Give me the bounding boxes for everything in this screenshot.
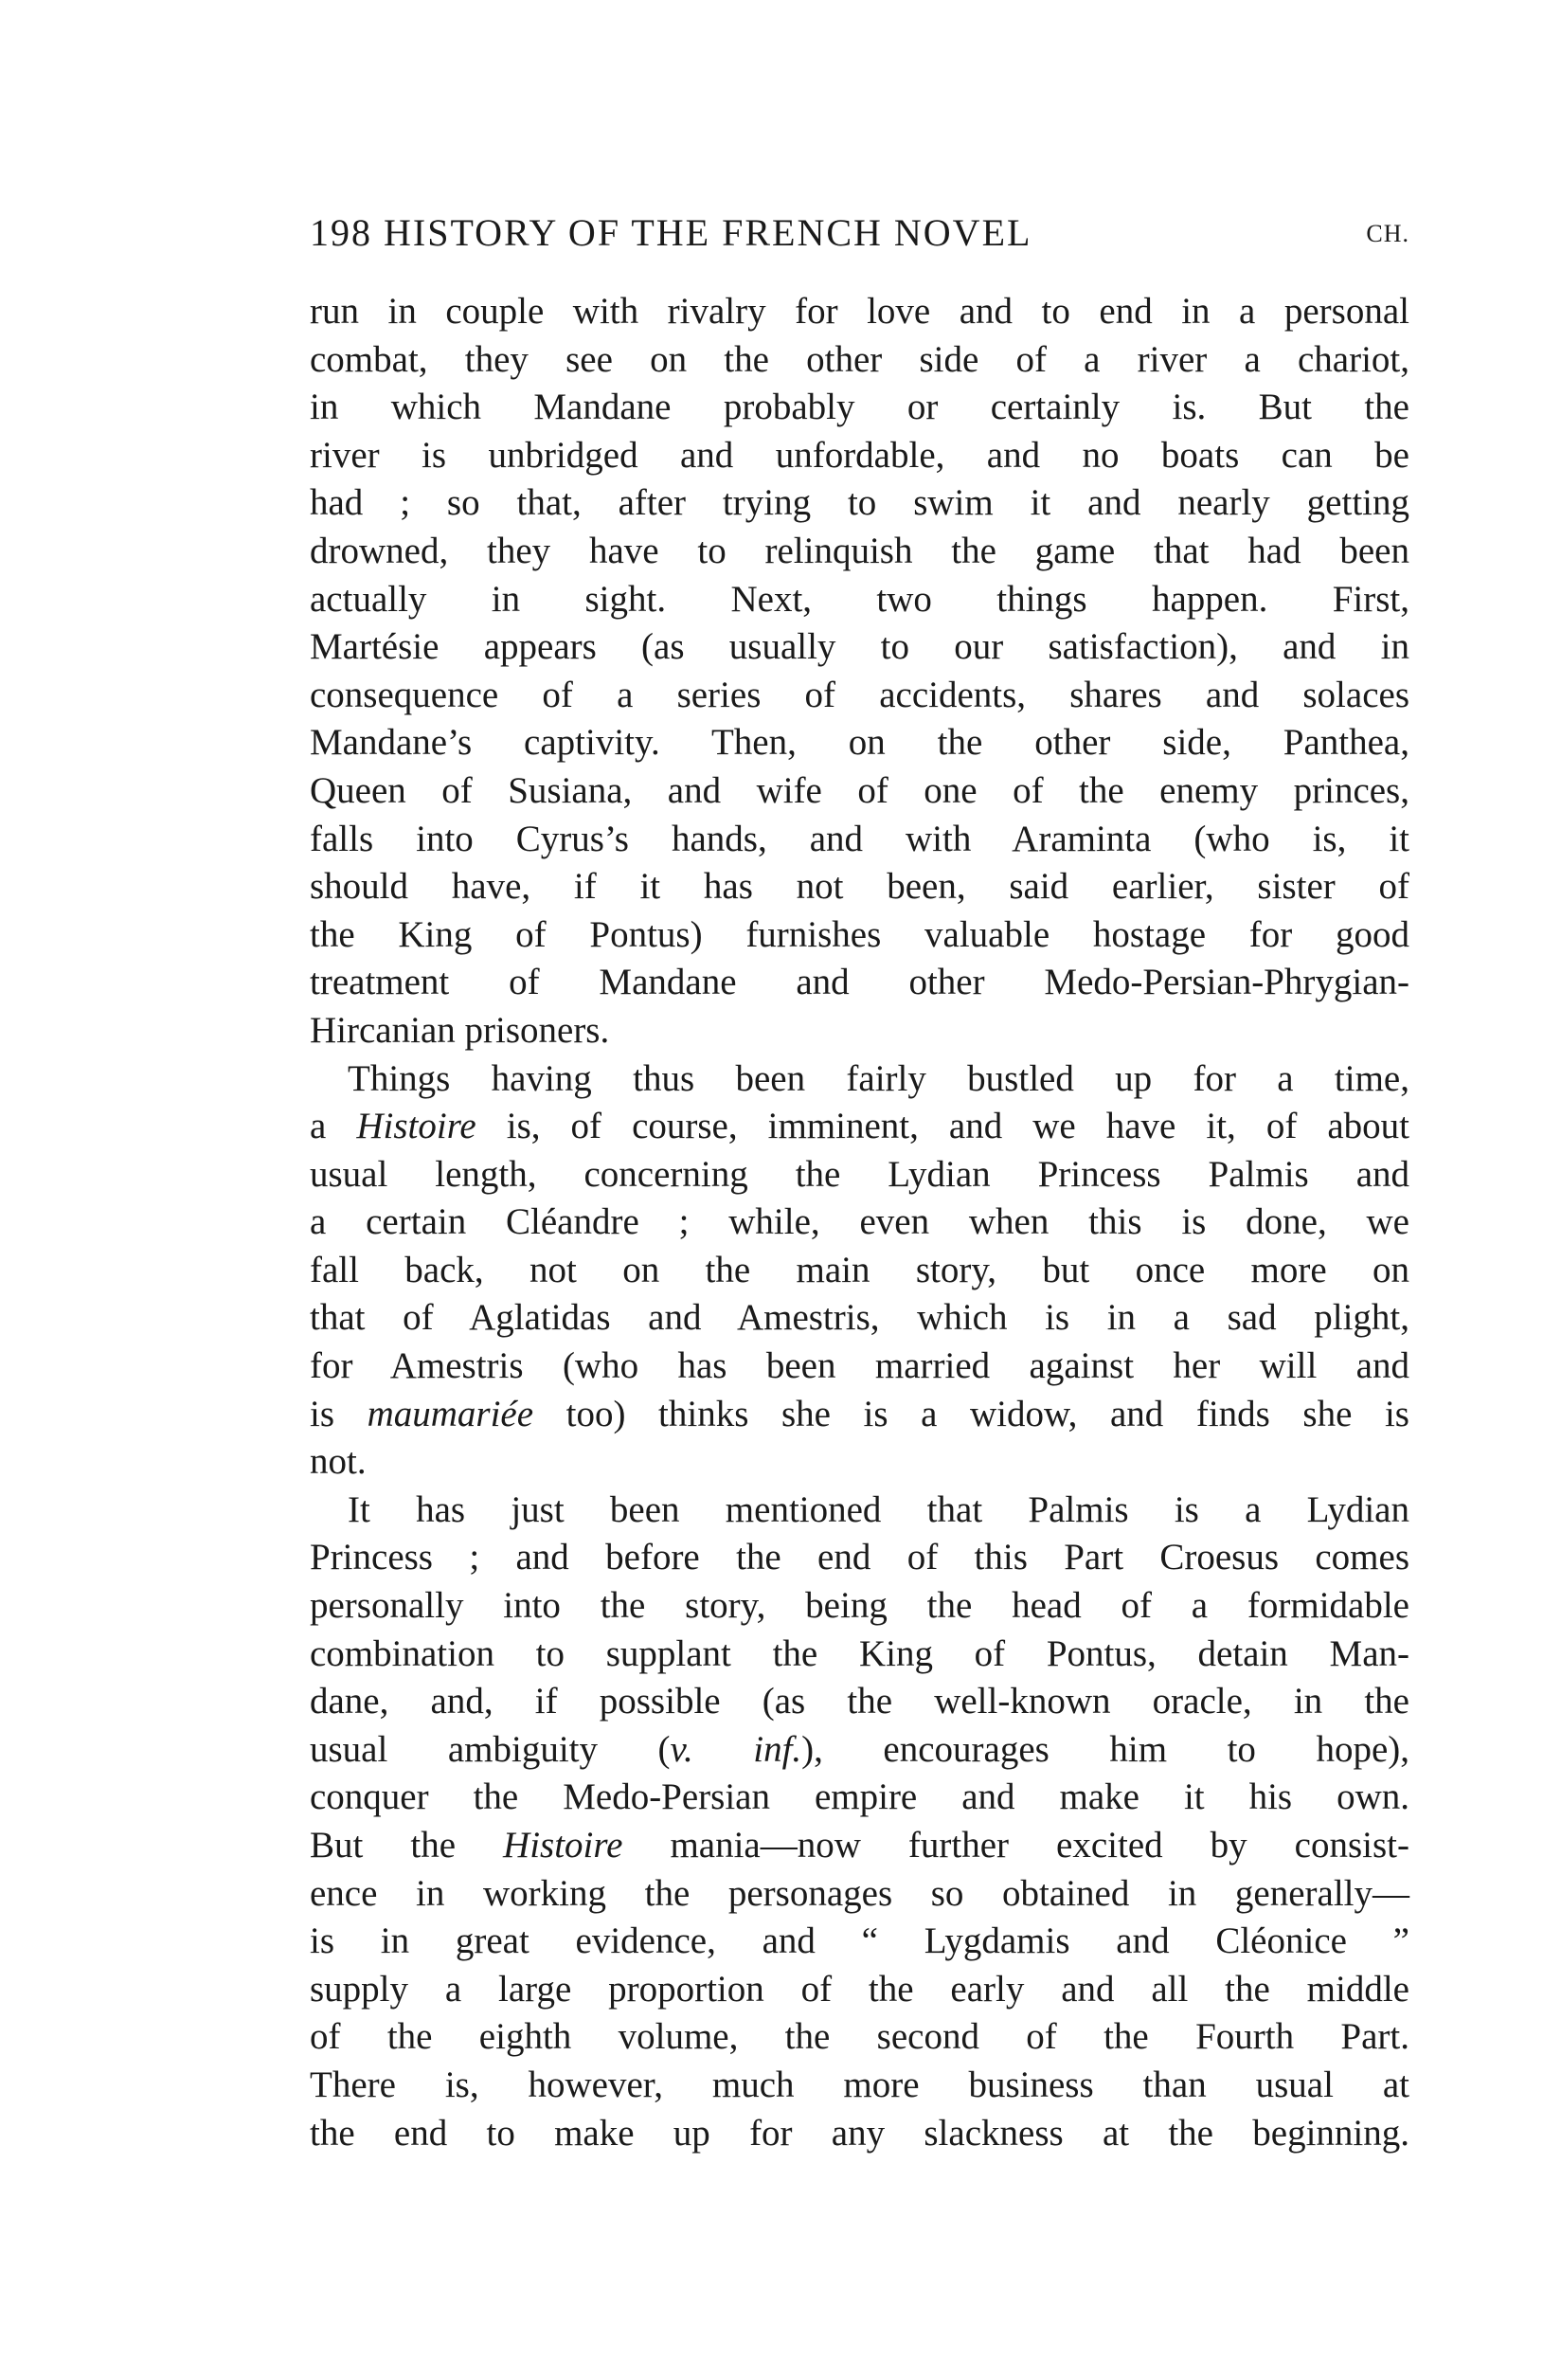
text-line xyxy=(310,1103,1409,1151)
text-line xyxy=(310,2013,1409,2062)
text-line xyxy=(310,959,1409,1007)
text-line xyxy=(310,1870,1409,1919)
text-line xyxy=(310,1918,1409,1966)
italic-text: Histoire xyxy=(356,1106,476,1147)
header-left xyxy=(310,210,1032,255)
text-segment: conquer the Medo-Persian empire and make it his own. xyxy=(310,1776,1409,1818)
text-segment: ), encourages him to hope), xyxy=(801,1728,1409,1770)
text-line xyxy=(310,528,1409,576)
text-segment: should have, if it has not been, said earlier, sister of xyxy=(310,866,1409,908)
text-line xyxy=(310,1391,1409,1439)
text-segment: is xyxy=(310,1393,368,1434)
text-segment: Things having thus been fairly bustled up for a time, xyxy=(348,1057,1409,1099)
italic-text: maumariée xyxy=(367,1393,534,1434)
italic-text: v. inf. xyxy=(670,1728,802,1770)
text-line xyxy=(310,1487,1409,1535)
text-line xyxy=(310,336,1409,385)
text-segment: Martésie appears (as usually to our satisfaction), and in xyxy=(310,626,1409,668)
text-line xyxy=(310,623,1409,672)
italic-text: Histoire xyxy=(503,1825,623,1866)
text-segment: Princess ; and before the end of this Part Croesus comes xyxy=(310,1537,1409,1578)
page-number: 198 xyxy=(310,211,372,254)
text-segment: is in great evidence, and “ Lygdamis and Cléonice ” xyxy=(310,1920,1409,1962)
text-line xyxy=(310,767,1409,816)
text-line xyxy=(310,911,1409,960)
text-segment: a xyxy=(310,1106,357,1147)
text-line xyxy=(310,576,1409,624)
text-segment: a certain Cléandre ; while, even when this is done, we xyxy=(310,1201,1409,1243)
text-line xyxy=(310,1438,1409,1487)
text-line xyxy=(310,288,1409,336)
text-segment: actually in sight. Next, two things happen. First, xyxy=(310,578,1409,620)
text-line xyxy=(310,1247,1409,1295)
text-segment: for Amestris (who has been married against her will and xyxy=(310,1345,1409,1387)
text-segment: consequence of a series of accidents, shares and solaces xyxy=(310,674,1409,715)
text-segment: combination to supplant the King of Pontus, detain Man- xyxy=(310,1632,1409,1674)
text-line xyxy=(310,1774,1409,1822)
running-header xyxy=(310,210,1409,258)
text-line xyxy=(310,2062,1409,2110)
text-line xyxy=(310,1822,1409,1870)
text-line xyxy=(310,1055,1409,1104)
text-segment: treatment of Mandane and other Medo-Persian-Phrygian- xyxy=(310,962,1409,1003)
text-line xyxy=(310,1966,1409,2014)
text-segment: in which Mandane probably or certainly is. But the xyxy=(310,387,1409,428)
text-line xyxy=(310,479,1409,528)
text-line xyxy=(310,672,1409,720)
text-line xyxy=(310,1631,1409,1679)
text-segment: fall back, not on the main story, but once more on xyxy=(310,1249,1409,1290)
text-segment: Mandane’s captivity. Then, on the other side, Panthea, xyxy=(310,722,1409,764)
text-segment: the King of Pontus) furnishes valuable hostage for good xyxy=(310,913,1409,955)
text-line xyxy=(310,719,1409,767)
text-segment: combat, they see on the other side of a river a chariot, xyxy=(310,338,1409,380)
text-segment: that of Aglatidas and Amestris, which is in a sad plight, xyxy=(310,1297,1409,1339)
text-line xyxy=(310,863,1409,911)
text-segment: not. xyxy=(310,1441,367,1483)
text-line xyxy=(310,432,1409,480)
text-segment: usual ambiguity ( xyxy=(310,1728,671,1770)
text-line xyxy=(310,2110,1409,2158)
text-segment: But the xyxy=(310,1825,504,1866)
text-line xyxy=(310,1151,1409,1199)
text-segment: is, of course, imminent, and we have it, of about xyxy=(475,1106,1409,1147)
running-title: HISTORY OF THE FRENCH NOVEL xyxy=(384,211,1032,254)
text-segment: supply a large proportion of the early and all the middle xyxy=(310,1968,1409,2010)
text-segment: drowned, they have to relinquish the game that had been xyxy=(310,530,1409,571)
text-segment: dane, and, if possible (as the well-known oracle, in the xyxy=(310,1681,1409,1722)
body-text xyxy=(310,288,1409,2157)
text-line xyxy=(310,1007,1409,1055)
text-segment: the end to make up for any slackness at the beginning. xyxy=(310,2112,1409,2154)
text-line xyxy=(310,1343,1409,1391)
text-segment: ence in working the personages so obtained in generally— xyxy=(310,1872,1409,1914)
text-segment: usual length, concerning the Lydian Princess Palmis and xyxy=(310,1153,1409,1195)
text-line xyxy=(310,1678,1409,1726)
text-segment: too) thinks she is a widow, and finds she is xyxy=(533,1393,1409,1434)
text-line xyxy=(310,1294,1409,1343)
text-segment: personally into the story, being the head of a formidable xyxy=(310,1585,1409,1627)
chapter-mark: CH. xyxy=(1366,220,1409,247)
text-segment: mania—now further excited by consist- xyxy=(622,1825,1409,1866)
text-segment: There is, however, much more business than usual at xyxy=(310,2064,1409,2105)
text-segment: had ; so that, after trying to swim it and nearly getting xyxy=(310,482,1409,524)
text-segment: of the eighth volume, the second of the Fourth Part. xyxy=(310,2016,1409,2058)
text-segment: Hircanian prisoners. xyxy=(310,1009,610,1051)
text-line xyxy=(310,384,1409,432)
text-segment: It has just been mentioned that Palmis is a Lydian xyxy=(348,1488,1409,1530)
text-line xyxy=(310,1534,1409,1582)
text-line xyxy=(310,1582,1409,1631)
text-segment: Queen of Susiana, and wife of one of the enemy princes, xyxy=(310,769,1409,811)
text-line xyxy=(310,816,1409,864)
text-line xyxy=(310,1726,1409,1775)
text-segment: river is unbridged and unfordable, and no boats can be xyxy=(310,434,1409,476)
text-line xyxy=(310,1199,1409,1247)
text-segment: run in couple with rivalry for love and to end in a personal xyxy=(310,291,1409,332)
text-segment: falls into Cyrus’s hands, and with Araminta (who is, it xyxy=(310,818,1409,859)
